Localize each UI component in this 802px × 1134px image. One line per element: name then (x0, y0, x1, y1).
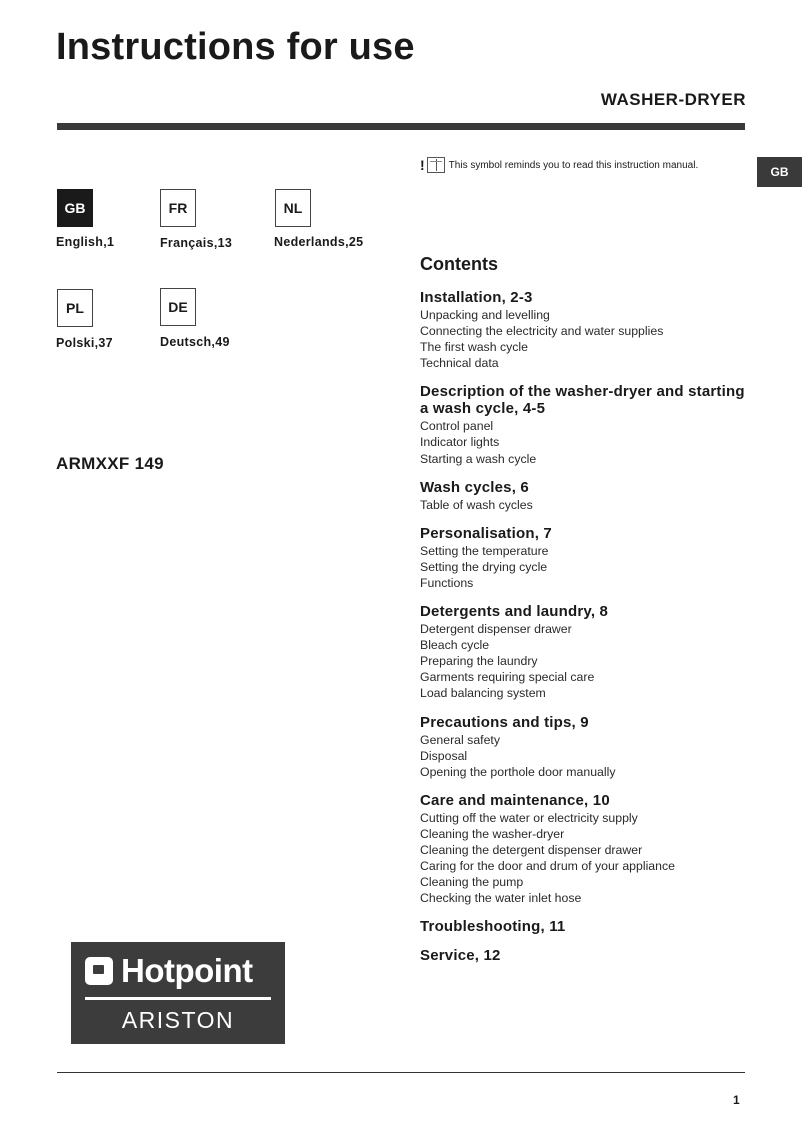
toc-item[interactable]: Connecting the electricity and water supplies (420, 324, 664, 339)
toc-item[interactable]: Setting the drying cycle (420, 559, 548, 574)
contents-heading: Contents (420, 254, 498, 274)
toc-section-care (420, 792, 750, 907)
toc-item[interactable]: Setting the temperature (420, 543, 549, 558)
logo-sub-text: ARISTON (121, 1007, 235, 1033)
toc-item[interactable]: Cleaning the detergent dispenser drawer (420, 842, 643, 857)
toc-item[interactable]: Control panel (420, 419, 494, 434)
language-box-pl[interactable]: PL (57, 289, 93, 327)
exclamation-mark: ! (420, 157, 425, 173)
notice-text: This symbol reminds you to read this instruction manual. (448, 159, 699, 171)
toc-item[interactable]: Cleaning the pump (420, 875, 524, 890)
logo-brand (85, 952, 253, 990)
toc-section-title[interactable]: Wash cycles, 6 (420, 478, 529, 496)
toc-section-service (420, 947, 750, 964)
toc-item[interactable]: Starting a wash cycle (420, 451, 537, 466)
table-of-contents (420, 254, 750, 976)
language-label-francais[interactable]: Français,13 (160, 236, 233, 250)
toc-item[interactable]: Garments requiring special care (420, 670, 595, 685)
model-number: ARMXXF 149 (56, 454, 164, 473)
language-label-deutsch[interactable]: Deutsch,49 (160, 335, 230, 349)
language-box-gb[interactable]: GB (57, 189, 93, 227)
toc-section-title[interactable]: Installation, 2-3 (420, 289, 533, 306)
header-divider (57, 123, 745, 130)
toc-section-precautions (420, 714, 750, 780)
toc-section-title[interactable]: Detergents and laundry, 8 (420, 603, 609, 621)
toc-item[interactable]: Bleach cycle (420, 638, 490, 653)
toc-item[interactable]: Unpacking and levelling (420, 308, 550, 322)
toc-section-personalisation (420, 525, 750, 591)
toc-section-description (420, 383, 750, 466)
logo-brand-text: Hotpoint (121, 952, 253, 989)
toc-item[interactable]: Preparing the laundry (420, 654, 538, 669)
toc-section-title[interactable]: Description of the washer-dryer and starting a wash cycle, 4-5 (420, 383, 745, 418)
language-label-english[interactable]: English,1 (56, 235, 115, 249)
toc-item[interactable]: Detergent dispenser drawer (420, 622, 572, 637)
language-box-nl[interactable]: NL (275, 189, 311, 227)
toc-item[interactable]: Disposal (420, 748, 468, 763)
product-type: WASHER-DRYER (600, 90, 746, 109)
footer-divider (57, 1072, 745, 1073)
toc-item[interactable]: The first wash cycle (420, 340, 528, 355)
toc-item[interactable]: Load balancing system (420, 686, 546, 701)
toc-section-title[interactable]: Troubleshooting, 11 (420, 918, 566, 936)
toc-item[interactable]: Caring for the door and drum of your appliance (420, 859, 675, 874)
toc-item[interactable]: General safety (420, 732, 500, 747)
toc-item[interactable]: Cutting off the water or electricity supply (420, 810, 638, 825)
language-box-fr[interactable]: FR (160, 189, 196, 227)
toc-section-title[interactable]: Precautions and tips, 9 (420, 713, 589, 731)
toc-item[interactable]: Opening the porthole door manually (420, 764, 616, 779)
manual-notice (420, 157, 698, 173)
logo-divider (85, 997, 271, 1000)
toc-section-installation (420, 289, 750, 371)
toc-item[interactable]: Indicator lights (420, 435, 500, 450)
toc-item[interactable]: Functions (420, 575, 474, 590)
toc-section-wash-cycles (420, 479, 750, 513)
language-box-de[interactable]: DE (160, 288, 196, 326)
toc-item[interactable]: Cleaning the washer-dryer (420, 826, 565, 841)
toc-item[interactable]: Technical data (420, 356, 499, 371)
hotpoint-ariston-logo (71, 942, 285, 1044)
logo-mark-icon (85, 957, 113, 985)
language-side-tab: GB (757, 157, 802, 187)
page-title: Instructions for use (56, 26, 415, 68)
toc-item[interactable]: Checking the water inlet hose (420, 891, 582, 906)
toc-section-title[interactable]: Service, 12 (420, 947, 501, 965)
page-number: 1 (733, 1093, 740, 1107)
manual-book-icon (427, 157, 445, 173)
toc-item[interactable]: Table of wash cycles (420, 497, 533, 512)
toc-section-title[interactable]: Care and maintenance, 10 (420, 791, 610, 809)
language-label-nederlands[interactable]: Nederlands,25 (274, 235, 364, 249)
toc-section-troubleshooting (420, 918, 750, 935)
toc-section-title[interactable]: Personalisation, 7 (420, 524, 552, 542)
language-label-polski[interactable]: Polski,37 (56, 336, 113, 350)
toc-section-detergents (420, 603, 750, 701)
